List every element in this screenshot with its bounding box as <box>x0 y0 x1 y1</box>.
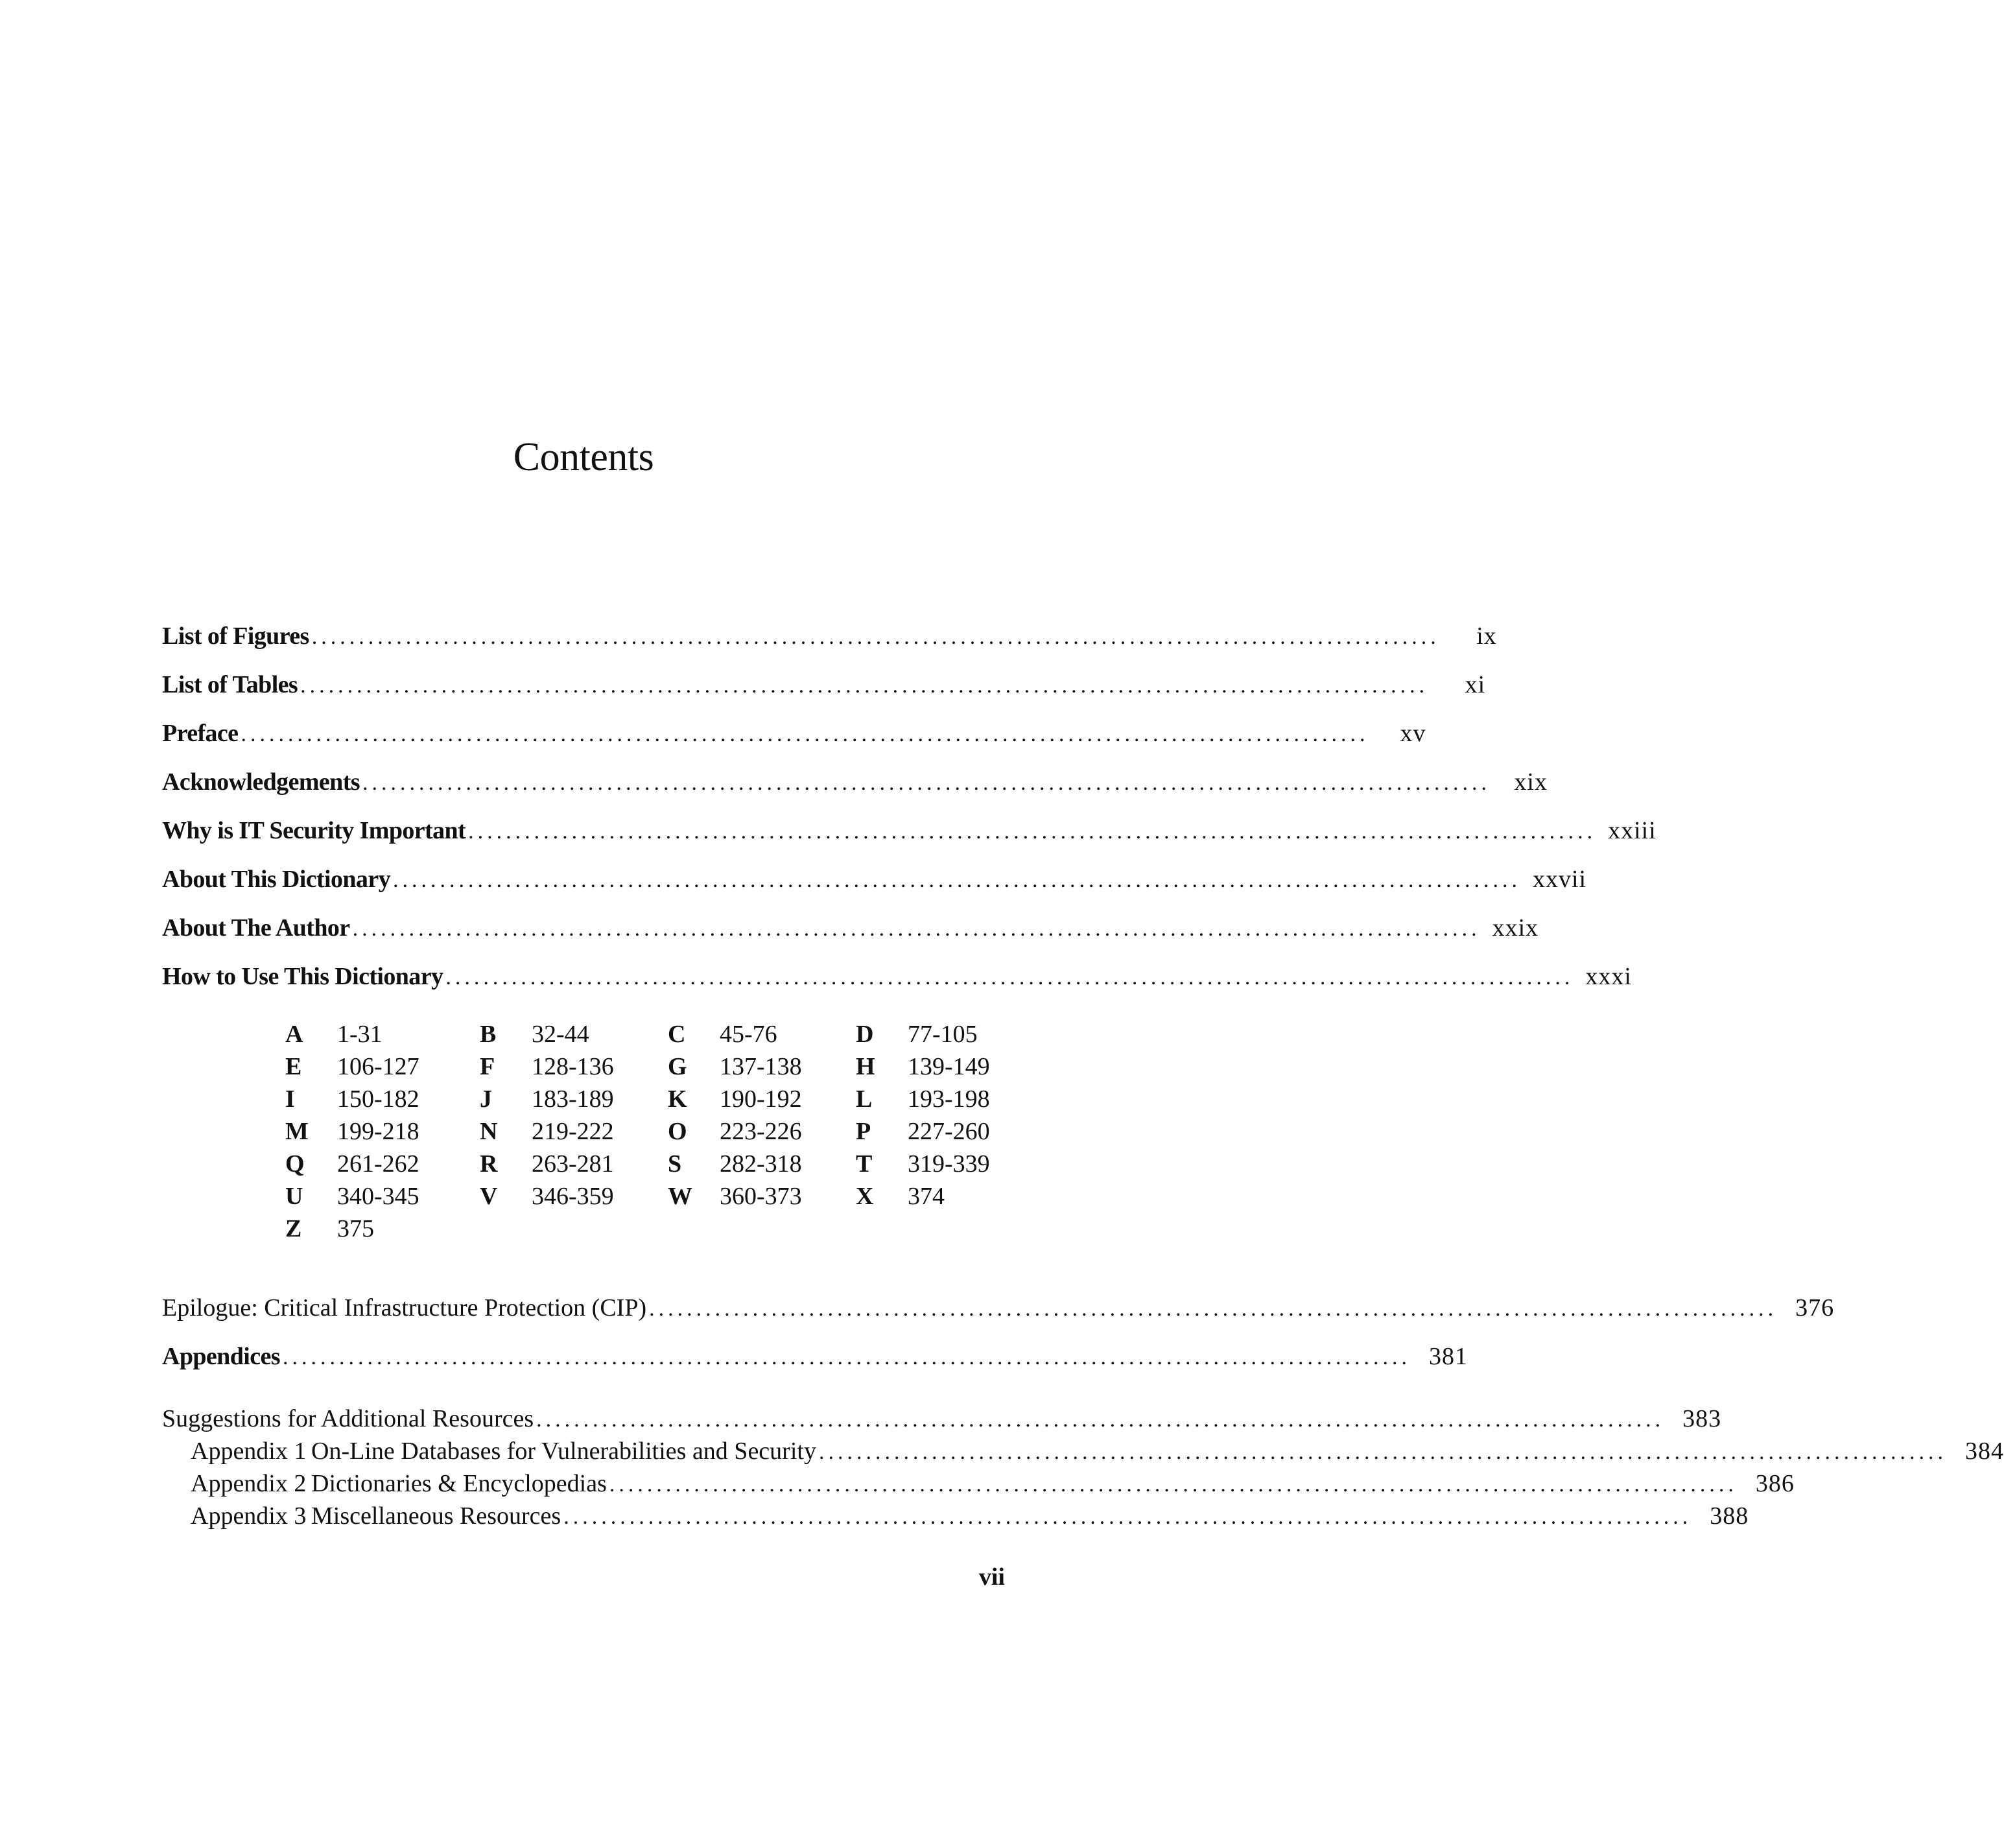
page-title: Contents <box>513 434 654 479</box>
toc-entry-label: About This Dictionary <box>162 866 390 893</box>
letter-index-entry[interactable] <box>668 1018 777 1050</box>
letter-index-entry[interactable] <box>285 1018 383 1050</box>
letter-index-entry[interactable] <box>856 1148 990 1180</box>
letter-key: C <box>668 1021 686 1048</box>
toc-entry-page: xxiii <box>1608 817 1656 844</box>
letter-key: J <box>480 1085 492 1113</box>
toc-entry-page: 383 <box>1682 1405 1722 1432</box>
toc-entry-page: 386 <box>1755 1470 1795 1497</box>
letter-index-entry[interactable] <box>480 1148 614 1180</box>
toc-entry-page: 384 <box>1964 1438 2004 1465</box>
letter-page-range: 223-226 <box>720 1118 802 1145</box>
letter-page-range: 360-373 <box>720 1183 802 1210</box>
toc-entry-appendix-2[interactable] <box>162 1467 1795 1500</box>
letter-index-entry[interactable] <box>480 1083 614 1115</box>
letter-index-entry[interactable] <box>480 1180 614 1213</box>
toc-entry-label: Why is IT Security Important <box>162 817 466 844</box>
letter-index-row <box>285 1213 1011 1245</box>
letter-page-range: 375 <box>337 1215 374 1242</box>
toc-entry-label: On-Line Databases for Vulnerabilities and Security <box>311 1438 816 1465</box>
dot-leader: ........................................................................................................................ <box>609 1473 1738 1497</box>
toc-entry-page: 381 <box>1428 1343 1468 1370</box>
letter-key: O <box>668 1118 687 1145</box>
toc-entry-label: Preface <box>162 720 239 747</box>
letter-index-entry[interactable] <box>285 1180 419 1213</box>
letter-key: E <box>285 1053 302 1080</box>
toc-entry-page: xxxi <box>1585 963 1632 990</box>
letter-key: A <box>285 1021 303 1048</box>
letter-index-entry[interactable] <box>285 1050 419 1083</box>
toc-entry-appendices[interactable] <box>162 1340 1468 1373</box>
letter-key: G <box>668 1053 687 1080</box>
letter-index-entry[interactable] <box>856 1180 945 1213</box>
dot-leader: ........................................................................................................................ <box>563 1505 1692 1529</box>
toc-entry-label: List of Figures <box>162 622 309 650</box>
toc-entry-label: Epilogue: Critical Infrastructure Protection (CIP) <box>162 1294 647 1321</box>
toc-entry-label: List of Tables <box>162 671 298 698</box>
letter-page-range: 139-149 <box>908 1053 990 1080</box>
letter-page-range: 219-222 <box>532 1118 614 1145</box>
toc-entry-label: Acknowledgements <box>162 768 360 796</box>
dot-leader: ........................................................................................................................ <box>818 1440 1947 1464</box>
letter-page-range: 106-127 <box>337 1053 419 1080</box>
dot-leader: ........................................................................................................................ <box>649 1297 1778 1321</box>
toc-entry-how-to-use[interactable] <box>162 960 1632 993</box>
dot-leader: ........................................................................................................................ <box>445 965 1574 989</box>
letter-page-range: 193-198 <box>908 1085 990 1113</box>
letter-index-entry[interactable] <box>285 1148 419 1180</box>
letter-key: Q <box>285 1150 305 1178</box>
toc-entry-appendix-1[interactable] <box>162 1435 2004 1467</box>
page-number: vii <box>978 1563 1005 1591</box>
toc-entry-page: xix <box>1514 768 1548 796</box>
letter-index-entry[interactable] <box>856 1018 978 1050</box>
letter-key: D <box>856 1021 874 1048</box>
toc-entry-preface[interactable] <box>162 717 1426 750</box>
letter-page-range: 374 <box>908 1183 945 1210</box>
dot-leader: ........................................................................................................................ <box>536 1408 1665 1432</box>
letter-page-range: 263-281 <box>532 1150 614 1178</box>
letter-index-row <box>285 1148 1011 1180</box>
letter-key: F <box>480 1053 495 1080</box>
letter-index-entry[interactable] <box>285 1083 419 1115</box>
toc-entry-about-the-author[interactable] <box>162 912 1539 944</box>
toc-entry-page: xi <box>1465 671 1486 698</box>
toc-entry-label: How to Use This Dictionary <box>162 963 443 990</box>
letter-index-entry[interactable] <box>668 1148 802 1180</box>
letter-index-entry[interactable] <box>480 1115 614 1148</box>
letter-index-entry[interactable] <box>480 1018 589 1050</box>
letter-page-range: 183-189 <box>532 1085 614 1113</box>
letter-index-entry[interactable] <box>668 1083 802 1115</box>
letter-page-range: 137-138 <box>720 1053 802 1080</box>
toc-entry-why-it-security[interactable] <box>162 814 1656 847</box>
toc-entry-page: xxix <box>1492 914 1539 942</box>
letter-key: H <box>856 1053 875 1080</box>
letter-page-range: 227-260 <box>908 1118 990 1145</box>
dot-leader: ........................................................................................................................ <box>241 722 1369 746</box>
letter-key: M <box>285 1118 309 1145</box>
letter-page-range: 150-182 <box>337 1085 419 1113</box>
dot-leader: ........................................................................................................................ <box>392 868 1521 892</box>
letter-key: R <box>480 1150 498 1178</box>
letter-index-entry[interactable] <box>285 1213 374 1245</box>
letter-page-range: 190-192 <box>720 1085 802 1113</box>
toc-entry-label: Appendices <box>162 1343 280 1370</box>
letter-key: S <box>668 1150 682 1178</box>
toc-entry-label: Dictionaries & Encyclopedias <box>311 1470 607 1497</box>
letter-page-range: 340-345 <box>337 1183 419 1210</box>
letter-index-row <box>285 1050 1011 1083</box>
letter-key: K <box>668 1085 687 1113</box>
toc-entry-list-of-figures[interactable] <box>162 620 1497 652</box>
letter-index-entry[interactable] <box>856 1115 990 1148</box>
letter-page-range: 77-105 <box>908 1021 978 1048</box>
letter-index-entry[interactable] <box>856 1050 990 1083</box>
toc-entry-page: ix <box>1476 622 1497 650</box>
letter-index-row <box>285 1018 1011 1050</box>
toc-entry-about-this-dictionary[interactable] <box>162 863 1587 895</box>
letter-key: P <box>856 1118 871 1145</box>
toc-entry-label: Miscellaneous Resources <box>311 1502 561 1530</box>
appendix-prefix: Appendix 1 <box>191 1438 307 1465</box>
letter-page-range: 261-262 <box>337 1150 419 1178</box>
letter-index-row <box>285 1115 1011 1148</box>
toc-entry-label: About The Author <box>162 914 350 942</box>
dot-leader: ........................................................................................................................ <box>311 625 1440 649</box>
letter-key: V <box>480 1183 498 1210</box>
letter-page-range: 128-136 <box>532 1053 614 1080</box>
letter-page-range: 45-76 <box>720 1021 777 1048</box>
letter-index-row <box>285 1083 1011 1115</box>
letter-key: X <box>856 1183 874 1210</box>
letter-index-row <box>285 1180 1011 1213</box>
dot-leader: ........................................................................................................................ <box>468 820 1597 844</box>
appendix-prefix: Appendix 3 <box>191 1502 307 1530</box>
letter-page-range: 32-44 <box>532 1021 589 1048</box>
toc-entry-label: Suggestions for Additional Resources <box>162 1405 534 1432</box>
letter-key: N <box>480 1118 498 1145</box>
toc-entry-page: xxvii <box>1532 866 1587 893</box>
letter-page-range: 199-218 <box>337 1118 419 1145</box>
dot-leader: ........................................................................................................................ <box>352 917 1481 941</box>
toc-entry-epilogue[interactable] <box>162 1292 1835 1324</box>
letter-index-entry[interactable] <box>668 1180 802 1213</box>
toc-entry-appendix-3[interactable] <box>162 1500 1749 1532</box>
letter-index-entry[interactable] <box>480 1050 614 1083</box>
letter-page-range: 319-339 <box>908 1150 990 1178</box>
toc-entry-additional-resources[interactable] <box>162 1403 1722 1435</box>
toc-entry-acknowledgements[interactable] <box>162 766 1548 798</box>
dot-leader: ........................................................................................................................ <box>282 1345 1411 1369</box>
dot-leader: ........................................................................................................................ <box>362 771 1491 795</box>
letter-page-range: 282-318 <box>720 1150 802 1178</box>
letter-key: U <box>285 1183 303 1210</box>
letter-page-range: 346-359 <box>532 1183 614 1210</box>
toc-entry-list-of-tables[interactable] <box>162 669 1486 701</box>
letter-key: W <box>668 1183 692 1210</box>
letter-index-entry[interactable] <box>668 1050 802 1083</box>
letter-key: Z <box>285 1215 302 1242</box>
letter-key: B <box>480 1021 497 1048</box>
toc-entry-page: 376 <box>1795 1294 1835 1321</box>
letter-key: L <box>856 1085 873 1113</box>
letter-key: I <box>285 1085 295 1113</box>
toc-entry-page: xv <box>1400 720 1426 747</box>
appendix-prefix: Appendix 2 <box>191 1470 307 1497</box>
letter-page-range: 1-31 <box>337 1021 383 1048</box>
toc-entry-page: 388 <box>1710 1502 1749 1530</box>
letter-index-entry[interactable] <box>668 1115 802 1148</box>
letter-index-entry[interactable] <box>285 1115 419 1148</box>
dot-leader: ........................................................................................................................ <box>300 674 1429 698</box>
letter-key: T <box>856 1150 873 1178</box>
letter-index-entry[interactable] <box>856 1083 990 1115</box>
